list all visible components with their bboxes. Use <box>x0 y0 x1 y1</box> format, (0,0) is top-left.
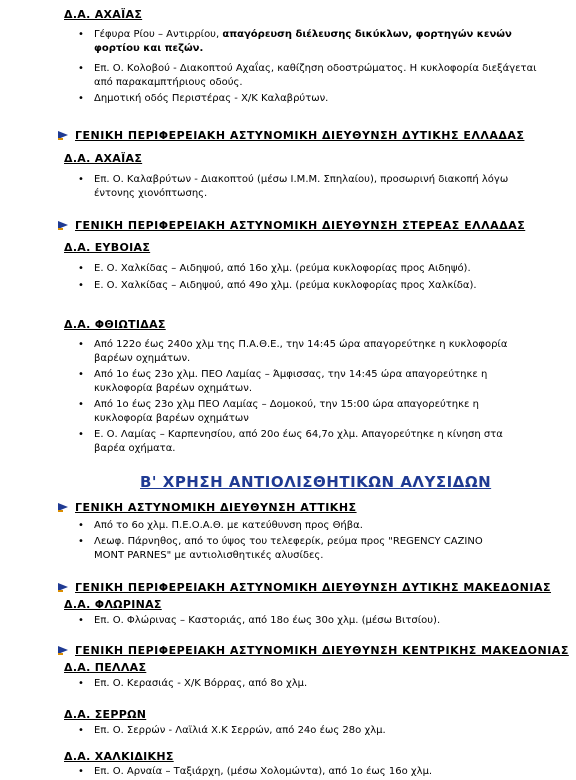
district-title: Δ.Α. ΠΕΛΛΑΣ <box>64 661 147 674</box>
bullet-icon: • <box>78 280 84 291</box>
list-item: Ε. Ο. Χαλκίδας – Αιδηψού, από 49ο χλμ. (ρεύμα κυκλοφορίας προς Χαλκίδα). <box>94 280 477 291</box>
list-item: Επ. Ο. Σερρών - Λαϊλιά Χ.Κ Σερρών, από 24ο έως 28ο χλμ. <box>94 725 386 736</box>
list-item: Επ. Ο. Κολοβού - Διακοπτού Αχαΐας, καθίζηση οδοστρώματος. Η κυκλοφορία διεξάγεται από παρακαμπτήριους οδούς. <box>94 63 537 88</box>
arrow-bullet-icon <box>57 581 69 593</box>
bullet-icon: • <box>78 520 84 531</box>
bullet-icon: • <box>78 93 84 104</box>
list-item: Από 1ο έως 23ο χλμ ΠΕΟ Λαμίας – Δομοκού, την 15:00 ώρα απαγορεύτηκε η κυκλοφορία βαρέων οχημάτων <box>94 399 479 424</box>
list-item: Από 122ο έως 240ο χλμ της Π.Α.Θ.Ε., την 14:45 ώρα απαγορεύτηκε η κυκλοφορία βαρέων οχημάτων. <box>94 339 508 364</box>
district-title: Δ.Α. ΕΥΒΟΙΑΣ <box>64 241 151 254</box>
district-title: Δ.Α. ΣΕΡΡΩΝ <box>64 708 147 721</box>
bullet-icon: • <box>78 369 84 380</box>
bullet-icon: • <box>78 429 84 440</box>
bullet-icon: • <box>78 615 84 626</box>
arrow-bullet-icon <box>57 644 69 656</box>
bullet-icon: • <box>78 725 84 736</box>
bullet-icon: • <box>78 766 84 777</box>
bullet-icon: • <box>78 678 84 689</box>
district-title: Δ.Α. ΦΘΙΩΤΙΔΑΣ <box>64 318 166 331</box>
bullet-icon: • <box>78 536 84 547</box>
bullet-icon: • <box>78 263 84 274</box>
list-item: Επ. Ο. Φλώρινας – Καστοριάς, από 18ο έως 30ο χλμ. (μέσω Βιτσίου). <box>94 615 441 626</box>
arrow-bullet-icon <box>57 219 69 231</box>
list-item: Από 1ο έως 23ο χλμ. ΠΕΟ Λαμίας – Άμφισσας, την 14:45 ώρα απαγορεύτηκε η κυκλοφορία βαρέων οχημάτων. <box>94 369 488 394</box>
district-title: Δ.Α. ΑΧΑΪΑΣ <box>64 8 143 21</box>
list-item: Επ. Ο. Κερασιάς - Χ/Κ Βόρρας, από 8ο χλμ. <box>94 678 308 689</box>
bullet-icon: • <box>78 29 84 40</box>
item-text: Γέφυρα Ρίου – Αντιρρίου, <box>94 29 223 40</box>
section-heading: ΓΕΝΙΚΗ ΠΕΡΙΦΕΡΕΙΑΚΗ ΑΣΤΥΝΟΜΙΚΗ ΔΙΕΥΘΥΝΣΗ ΣΤΕΡΕΑΣ ΕΛΛΑΔΑΣ <box>75 219 526 232</box>
section-heading: ΓΕΝΙΚΗ ΠΕΡΙΦΕΡΕΙΑΚΗ ΑΣΤΥΝΟΜΙΚΗ ΔΙΕΥΘΥΝΣΗ ΚΕΝΤΡΙΚΗΣ ΜΑΚΕΔΟΝΙΑΣ <box>75 644 569 657</box>
section-heading: ΓΕΝΙΚΗ ΠΕΡΙΦΕΡΕΙΑΚΗ ΑΣΤΥΝΟΜΙΚΗ ΔΙΕΥΘΥΝΣΗ ΔΥΤΙΚΗΣ ΕΛΛΑΔΑΣ <box>75 129 525 142</box>
list-item: Ε. Ο. Λαμίας – Καρπενησίου, από 20ο έως 64,7ο χλμ. Απαγορεύτηκε η κίνηση στα βαρέα οχήματα. <box>94 429 503 454</box>
district-title: Δ.Α. ΦΛΩΡΙΝΑΣ <box>64 598 162 611</box>
district-title: Δ.Α. ΑΧΑΪΑΣ <box>64 152 143 165</box>
list-item: Ε. Ο. Χαλκίδας – Αιδηψού, από 16ο χλμ. (ρεύμα κυκλοφορίας προς Αιδηψό). <box>94 263 471 274</box>
bullet-icon: • <box>78 339 84 350</box>
list-item: Από το 6ο χλμ. Π.Ε.Ο.Α.Θ. με κατεύθυνση προς Θήβα. <box>94 520 363 531</box>
section-title: Β' ΧΡΗΣΗ ΑΝΤΙΟΛΙΣΘΗΤΙΚΩΝ ΑΛΥΣΙΔΩΝ <box>140 473 492 491</box>
list-item: Δημοτική οδός Περιστέρας - Χ/Κ Καλαβρύτων. <box>94 93 329 104</box>
list-item: Επ. Ο. Καλαβρύτων - Διακοπτού (μέσω Ι.Μ.Μ. Σπηλαίου), προσωρινή διακοπή λόγω έντονης χιονόπτωσης. <box>94 174 509 199</box>
district-title: Δ.Α. ΧΑΛΚΙΔΙΚΗΣ <box>64 750 174 763</box>
arrow-bullet-icon <box>57 501 69 513</box>
section-heading: ΓΕΝΙΚΗ ΑΣΤΥΝΟΜΙΚΗ ΔΙΕΥΘΥΝΣΗ ΑΤΤΙΚΗΣ <box>75 501 357 514</box>
bullet-icon: • <box>78 63 84 74</box>
section-heading: ΓΕΝΙΚΗ ΠΕΡΙΦΕΡΕΙΑΚΗ ΑΣΤΥΝΟΜΙΚΗ ΔΙΕΥΘΥΝΣΗ ΔΥΤΙΚΗΣ ΜΑΚΕΔΟΝΙΑΣ <box>75 581 552 594</box>
list-item <box>94 28 544 56</box>
arrow-bullet-icon <box>57 129 69 141</box>
bullet-icon: • <box>78 399 84 410</box>
list-item: Λεωφ. Πάρνηθος, από το ύψος του τελεφερίκ, ρεύμα προς "REGENCY CAZINO MONT PARNES" με αντιολισθητικές αλυσίδες. <box>94 536 483 561</box>
bullet-icon: • <box>78 174 84 185</box>
item-bold-text: απαγόρευση διέλευσης δικύκλων, φορτηγών κενών φορτίου και πεζών. <box>94 29 512 54</box>
list-item: Επ. Ο. Αρναία – Ταξιάρχη, (μέσω Χολομώντα), από 1ο έως 16ο χλμ. <box>94 766 433 777</box>
